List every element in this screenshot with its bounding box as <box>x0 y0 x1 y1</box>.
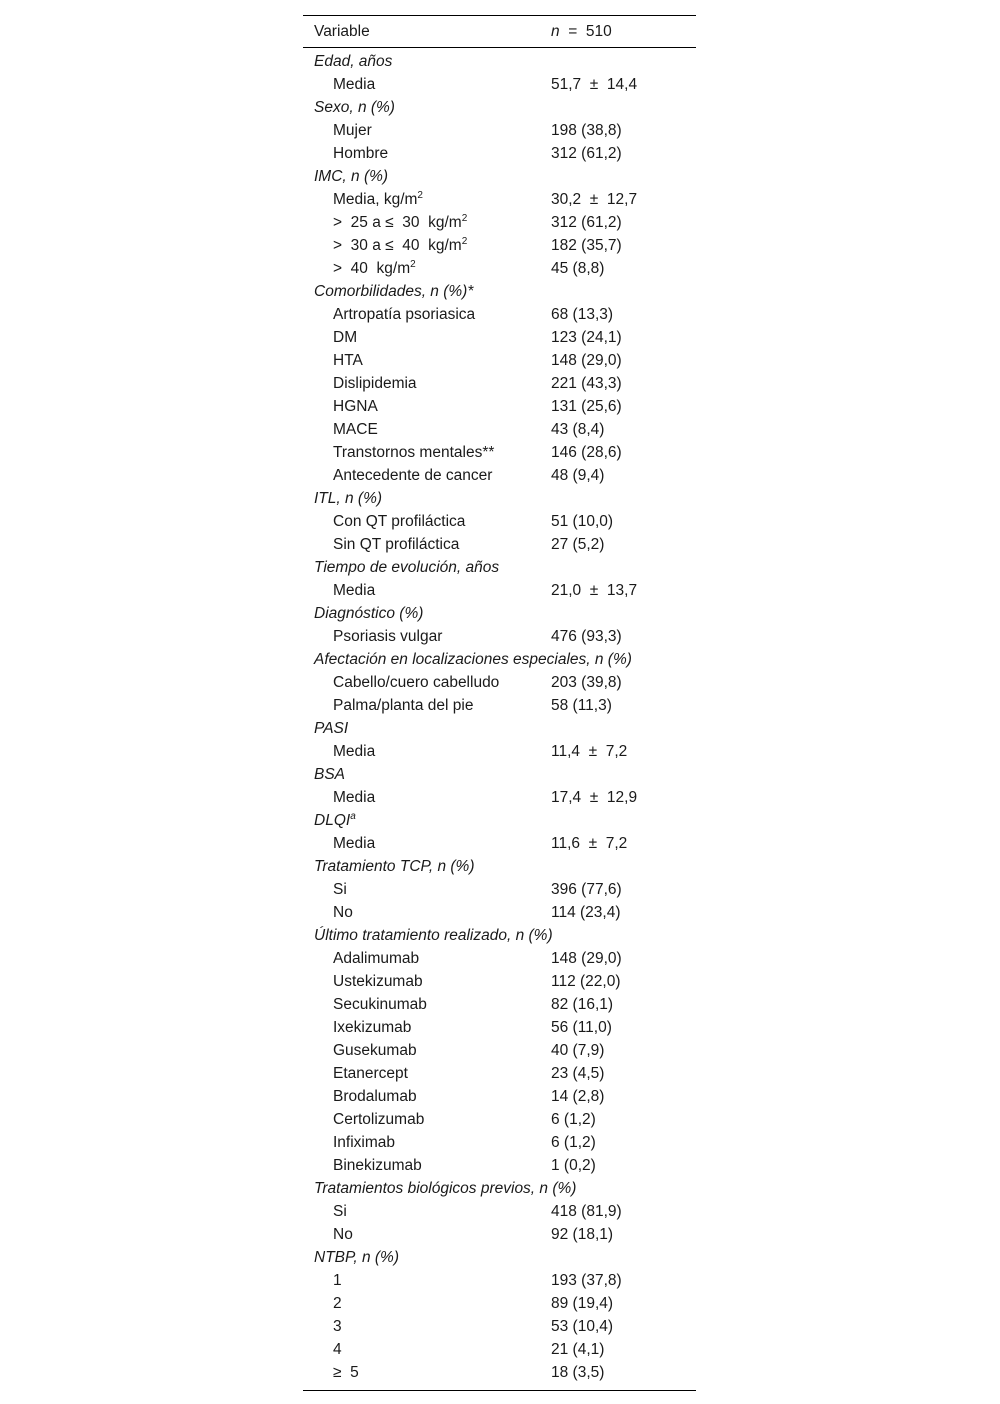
table-row <box>303 418 696 441</box>
header-n-symbol: n <box>551 23 560 40</box>
row-label-superscript: 2 <box>461 213 468 224</box>
header-n-value: = 510 <box>559 23 612 40</box>
section-row <box>303 809 696 832</box>
row-label <box>333 1039 417 1062</box>
row-label-text: 3 <box>333 1318 342 1335</box>
table-row <box>303 142 696 165</box>
row-value: 27 (5,2) <box>551 536 605 553</box>
row-label <box>333 188 423 211</box>
row-value: 148 (29,0) <box>551 950 622 967</box>
row-label-text: IMC, n (%) <box>314 168 389 185</box>
row-value: 418 (81,9) <box>551 1203 622 1220</box>
row-label-text: Palma/planta del pie <box>333 697 474 714</box>
table-row <box>303 1085 696 1108</box>
row-value: 48 (9,4) <box>551 467 605 484</box>
row-label-text: Binekizumab <box>333 1157 422 1174</box>
row-label-text: Brodalumab <box>333 1088 417 1105</box>
row-label <box>333 1315 342 1338</box>
row-value: 146 (28,6) <box>551 444 622 461</box>
row-label <box>333 740 375 763</box>
row-label <box>333 349 363 372</box>
row-value: 396 (77,6) <box>551 881 622 898</box>
table-row <box>303 786 696 809</box>
row-label <box>314 855 475 878</box>
row-label-text: Mujer <box>333 122 372 139</box>
row-label-superscript: 2 <box>410 259 416 270</box>
table-row <box>303 464 696 487</box>
table-row <box>303 625 696 648</box>
row-label-text: Si <box>333 881 347 898</box>
row-label <box>333 947 419 970</box>
row-label-text: Psoriasis vulgar <box>333 628 443 645</box>
row-label-text: Ixekizumab <box>333 1019 412 1036</box>
row-value: 11,4 ± 7,2 <box>551 743 628 760</box>
row-label-text: Cabello/cuero cabelludo <box>333 674 500 691</box>
row-value: 89 (19,4) <box>551 1295 614 1312</box>
table-row <box>303 947 696 970</box>
row-label-text: Dislipidemia <box>333 375 417 392</box>
section-row <box>303 1177 696 1200</box>
row-label-text: Afectación en localizaciones especiales, n (%) <box>314 651 632 668</box>
row-label <box>314 924 553 947</box>
row-label-text: Ustekizumab <box>333 973 423 990</box>
row-label <box>333 1016 411 1039</box>
table-row <box>303 1292 696 1315</box>
table-row <box>303 257 696 280</box>
row-label-text: Comorbilidades, n (%)* <box>314 283 474 300</box>
row-label <box>333 510 465 533</box>
row-label-text: Último tratamiento realizado, n (%) <box>314 927 553 944</box>
row-label-text: Media <box>333 743 376 760</box>
section-row <box>303 96 696 119</box>
row-value: 92 (18,1) <box>551 1226 614 1243</box>
row-label-text: MACE <box>333 421 378 438</box>
table-row <box>303 533 696 556</box>
row-label <box>333 234 467 257</box>
table-row <box>303 579 696 602</box>
row-label <box>314 809 356 832</box>
row-value: 193 (37,8) <box>551 1272 622 1289</box>
row-label <box>333 1062 408 1085</box>
row-value: 43 (8,4) <box>551 421 605 438</box>
row-label <box>333 1131 395 1154</box>
row-label <box>333 303 475 326</box>
row-label <box>333 211 467 234</box>
section-row <box>303 648 696 671</box>
section-row <box>303 602 696 625</box>
table-row <box>303 740 696 763</box>
row-label-text: Sin QT profiláctica <box>333 536 460 553</box>
row-value: 123 (24,1) <box>551 329 622 346</box>
row-value: 68 (13,3) <box>551 306 614 323</box>
row-label-text: Gusekumab <box>333 1042 417 1059</box>
row-label <box>333 970 423 993</box>
row-label-text: > 40 kg/m <box>333 260 411 277</box>
table-row <box>303 1108 696 1131</box>
row-label <box>333 1223 353 1246</box>
row-label-text: DM <box>333 329 358 346</box>
row-label <box>333 1154 422 1177</box>
row-label <box>333 1361 359 1384</box>
row-value: 198 (38,8) <box>551 122 622 139</box>
row-value: 221 (43,3) <box>551 375 622 392</box>
row-label-text: Tiempo de evolución, años <box>314 559 500 576</box>
row-value: 45 (8,8) <box>551 260 605 277</box>
row-label <box>333 73 375 96</box>
row-value: 203 (39,8) <box>551 674 622 691</box>
row-label-superscript: a <box>350 811 356 822</box>
table-body <box>303 48 696 1390</box>
table-row <box>303 119 696 142</box>
section-row <box>303 50 696 73</box>
row-label-text: BSA <box>314 766 346 783</box>
row-label-text: Sexo, n (%) <box>314 99 395 116</box>
table-row <box>303 73 696 96</box>
row-label <box>333 418 378 441</box>
row-label <box>314 648 632 671</box>
row-label-text: Etanercept <box>333 1065 408 1082</box>
row-value: 6 (1,2) <box>551 1111 596 1128</box>
row-label <box>314 556 499 579</box>
row-value: 6 (1,2) <box>551 1134 596 1151</box>
row-label <box>333 119 372 142</box>
row-value: 21,0 ± 13,7 <box>551 582 638 599</box>
section-row <box>303 855 696 878</box>
row-label-text: Secukinumab <box>333 996 427 1013</box>
row-label-superscript: 2 <box>461 236 468 247</box>
row-label <box>314 487 382 510</box>
table-row <box>303 1269 696 1292</box>
row-value: 56 (11,0) <box>551 1019 612 1036</box>
table-row <box>303 1016 696 1039</box>
row-label-text: No <box>333 1226 353 1243</box>
section-row <box>303 280 696 303</box>
row-value: 11,6 ± 7,2 <box>551 835 628 852</box>
row-label-text: 2 <box>333 1295 342 1312</box>
row-label <box>333 832 375 855</box>
table-row <box>303 694 696 717</box>
table-row <box>303 1039 696 1062</box>
row-label <box>333 464 492 487</box>
row-label <box>333 901 353 924</box>
table-row <box>303 901 696 924</box>
row-label-text: Hombre <box>333 145 389 162</box>
table-row <box>303 441 696 464</box>
row-value: 53 (10,4) <box>551 1318 614 1335</box>
row-label-text: Si <box>333 1203 347 1220</box>
row-label <box>333 1085 417 1108</box>
row-label-superscript: 2 <box>417 190 423 201</box>
row-label <box>333 1108 424 1131</box>
row-label <box>333 993 427 1016</box>
table-row <box>303 878 696 901</box>
table-row <box>303 349 696 372</box>
row-value: 51 (10,0) <box>551 513 614 530</box>
table-row <box>303 970 696 993</box>
row-label <box>333 1269 342 1292</box>
row-label <box>314 50 392 73</box>
row-label <box>333 579 375 602</box>
row-label-text: HTA <box>333 352 363 369</box>
row-label-text: Adalimumab <box>333 950 420 967</box>
row-label <box>314 1246 399 1269</box>
row-label-text: ≥ 5 <box>333 1364 359 1381</box>
table-row <box>303 188 696 211</box>
section-row <box>303 556 696 579</box>
row-label <box>314 763 345 786</box>
row-value: 17,4 ± 12,9 <box>551 789 638 806</box>
row-label-text: Edad, años <box>314 53 393 70</box>
row-label-text: Antecedente de cancer <box>333 467 493 484</box>
row-value: 476 (93,3) <box>551 628 622 645</box>
row-label-text: Infiximab <box>333 1134 396 1151</box>
row-value: 23 (4,5) <box>551 1065 605 1082</box>
row-value: 182 (35,7) <box>551 237 622 254</box>
row-label <box>333 694 473 717</box>
table-row <box>303 372 696 395</box>
row-label-text: Media <box>333 582 376 599</box>
data-table <box>303 15 696 1391</box>
row-value: 21 (4,1) <box>551 1341 605 1358</box>
row-label-text: Tratamiento TCP, n (%) <box>314 858 475 875</box>
row-label <box>333 786 375 809</box>
row-label <box>333 257 416 280</box>
row-label <box>314 602 423 625</box>
row-label <box>314 96 395 119</box>
row-value: 112 (22,0) <box>551 973 621 990</box>
row-label-text: 1 <box>333 1272 342 1289</box>
row-value: 131 (25,6) <box>551 398 622 415</box>
table-row <box>303 1062 696 1085</box>
row-label <box>314 717 348 740</box>
row-label-text: ITL, n (%) <box>314 490 383 507</box>
row-label-text: Transtornos mentales** <box>333 444 495 461</box>
table-row <box>303 303 696 326</box>
section-row <box>303 924 696 947</box>
table-row <box>303 1200 696 1223</box>
row-value: 312 (61,2) <box>551 214 622 231</box>
row-label <box>333 142 388 165</box>
row-label <box>333 533 459 556</box>
section-row <box>303 1246 696 1269</box>
row-label-text: > 25 a ≤ 30 kg/m <box>333 214 462 231</box>
row-label-text: Certolizumab <box>333 1111 425 1128</box>
bottom-rule <box>303 1390 696 1391</box>
row-value: 30,2 ± 12,7 <box>551 191 638 208</box>
header-n <box>551 23 612 41</box>
row-label <box>333 326 357 349</box>
table-row <box>303 1338 696 1361</box>
table-row <box>303 395 696 418</box>
row-label <box>333 878 347 901</box>
table-row <box>303 1361 696 1384</box>
row-label-text: Con QT profiláctica <box>333 513 466 530</box>
table-row <box>303 211 696 234</box>
row-label <box>333 671 499 694</box>
table-row <box>303 993 696 1016</box>
section-row <box>303 717 696 740</box>
row-label-text: 4 <box>333 1341 342 1358</box>
table-row <box>303 234 696 257</box>
row-label-text: > 30 a ≤ 40 kg/m <box>333 237 462 254</box>
row-value: 18 (3,5) <box>551 1364 605 1381</box>
table-row <box>303 1315 696 1338</box>
row-label <box>333 441 494 464</box>
section-row <box>303 487 696 510</box>
row-value: 1 (0,2) <box>551 1157 596 1174</box>
row-label-text: Tratamientos biológicos previos, n (%) <box>314 1180 577 1197</box>
row-label-text: Media <box>333 835 376 852</box>
table-row <box>303 326 696 349</box>
row-label <box>333 372 417 395</box>
row-label-text: DLQI <box>314 812 351 829</box>
row-value: 312 (61,2) <box>551 145 622 162</box>
row-label-text: No <box>333 904 353 921</box>
section-row <box>303 763 696 786</box>
row-label <box>314 280 473 303</box>
row-label-text: Media <box>333 789 376 806</box>
table-row <box>303 1131 696 1154</box>
table-row <box>303 510 696 533</box>
row-value: 82 (16,1) <box>551 996 614 1013</box>
table-row <box>303 671 696 694</box>
section-row <box>303 165 696 188</box>
row-label-text: Media <box>333 76 376 93</box>
table-row <box>303 1154 696 1177</box>
row-label <box>333 625 442 648</box>
row-label <box>314 1177 576 1200</box>
row-label <box>333 1338 342 1361</box>
row-label <box>333 1200 347 1223</box>
row-value: 58 (11,3) <box>551 697 612 714</box>
row-label <box>333 1292 342 1315</box>
header-variable: Variable <box>314 23 370 40</box>
row-label-text: NTBP, n (%) <box>314 1249 399 1266</box>
row-value: 14 (2,8) <box>551 1088 605 1105</box>
row-value: 40 (7,9) <box>551 1042 605 1059</box>
table-row <box>303 1223 696 1246</box>
row-label-text: Artropatía psoriasica <box>333 306 476 323</box>
table-header <box>303 16 696 47</box>
row-label <box>314 165 388 188</box>
table-row <box>303 832 696 855</box>
row-label-text: Diagnóstico (%) <box>314 605 424 622</box>
row-label-text: Media, kg/m <box>333 191 418 208</box>
row-label-text: PASI <box>314 720 349 737</box>
row-value: 148 (29,0) <box>551 352 622 369</box>
row-label-text: HGNA <box>333 398 378 415</box>
row-value: 114 (23,4) <box>551 904 621 921</box>
row-value: 51,7 ± 14,4 <box>551 76 638 93</box>
row-label <box>333 395 378 418</box>
